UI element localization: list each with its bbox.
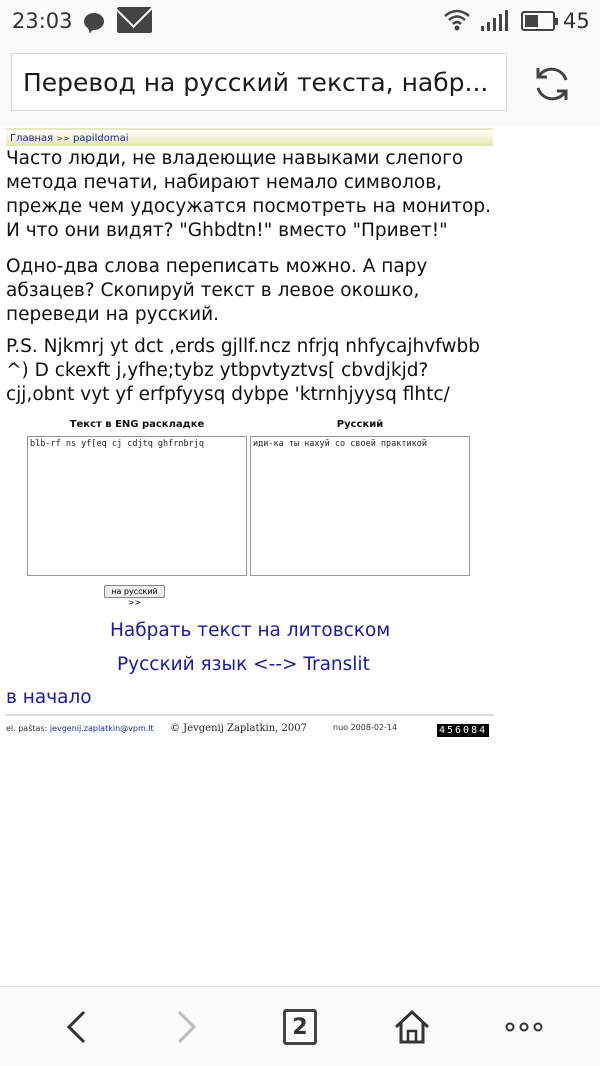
home-button[interactable]	[390, 1005, 434, 1049]
chevron-right-icon	[175, 1009, 199, 1045]
status-time: 23:03	[12, 9, 73, 33]
address-bar	[0, 42, 600, 126]
email-label: el. paštas:	[6, 724, 48, 733]
more-dots-icon	[504, 1021, 544, 1033]
more-menu-button[interactable]	[502, 1005, 546, 1049]
instruction-paragraph: Одно-два слова переписать можно. А пару абзацев? Скопируй текст в левое окошко, переведи на русский.	[6, 256, 428, 325]
translit-link[interactable]: Русский язык <--> Translit	[117, 654, 370, 675]
mail-icon	[117, 7, 152, 33]
rus-column-label: Русский	[336, 419, 384, 430]
breadcrumb-home-link[interactable]: Главная	[10, 133, 54, 144]
tabs-button[interactable]	[278, 1005, 322, 1049]
breadcrumb-separator: >>	[56, 134, 70, 143]
breadcrumb-current-link[interactable]: papildomai	[72, 133, 129, 144]
back-to-top-link[interactable]: в начало	[6, 687, 92, 708]
battery-icon	[521, 11, 555, 31]
footer-date: nuo 2008-02-14	[333, 723, 398, 732]
intro-paragraph: Часто люди, не владеющие навыками слепого метода печати, набирают немало символов, прежде чем удосужатся посмотреть на монитор. И что они видят? "Ghbdtn!" вместо "Привет!"	[6, 148, 491, 241]
lithuanian-typing-link[interactable]: Набрать текст на литовском	[110, 620, 391, 641]
browser-nav-bar	[0, 986, 600, 1066]
reload-icon[interactable]	[530, 62, 574, 106]
convert-to-russian-button[interactable]: на русский >>	[104, 585, 165, 598]
signal-icon	[480, 10, 510, 32]
page-title-field[interactable]: Перевод на русский текста, набр...	[11, 53, 507, 111]
footer-email	[6, 724, 154, 733]
eng-column-label: Текст в ENG раскладке	[69, 419, 205, 430]
home-icon	[393, 1009, 431, 1045]
back-button[interactable]	[54, 1005, 98, 1049]
footer-copyright: © Jevgenij Zaplatkin, 2007	[170, 723, 307, 734]
wifi-icon	[443, 6, 471, 34]
web-page	[0, 126, 600, 986]
chat-icon	[84, 13, 104, 30]
visit-counter: 456084	[439, 725, 488, 736]
chevron-left-icon	[64, 1009, 88, 1045]
forward-button[interactable]	[165, 1005, 209, 1049]
eng-text-input[interactable]	[27, 436, 247, 576]
footer-divider	[6, 714, 494, 716]
rus-text-output[interactable]	[250, 436, 470, 576]
status-bar	[0, 0, 600, 42]
email-link[interactable]: jevgenij.zaplatkin@vpm.lt	[49, 724, 154, 733]
breadcrumb	[6, 128, 493, 146]
ps-paragraph: P.S. Njkmrj yt dct ,erds gjllf.ncz nfrjq nhfycajhvfwbb ^) D ckexft j,yfhe;tybz ytbpvtyztvs[ cbvdjkjd? cjj,obnt vyt yf erfpfyysq dybpe 'ktrnhjyysq flhtc/	[6, 336, 480, 405]
battery-percent: 45	[563, 9, 590, 33]
tab-count-badge: 2	[283, 1009, 317, 1045]
